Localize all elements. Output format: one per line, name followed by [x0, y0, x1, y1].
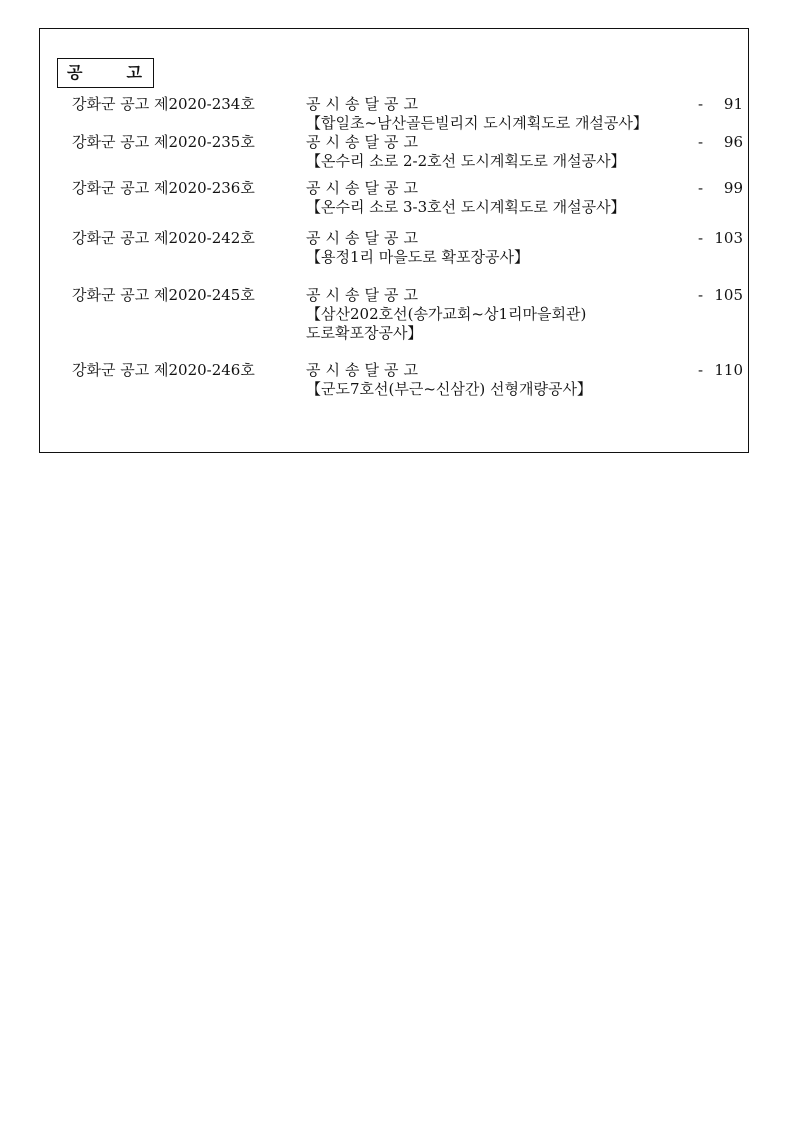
notice-number: 강화군 공고 제2020-245호 [72, 286, 255, 304]
page-number: 110 [714, 361, 743, 379]
section-badge: 공고 [57, 58, 154, 88]
notice-subject-continued: 도로확포장공사】 [306, 324, 423, 342]
notice-title: 공시송달공고 [306, 179, 423, 197]
notice-subject: 【온수리 소로 2-2호선 도시계획도로 개설공사】 [306, 152, 626, 170]
notice-number: 강화군 공고 제2020-234호 [72, 95, 255, 113]
notice-title: 공시송달공고 [306, 229, 423, 247]
page-number: 103 [714, 229, 743, 247]
notice-subject: 【온수리 소로 3-3호선 도시계획도로 개설공사】 [306, 198, 626, 216]
page-number: 105 [714, 286, 743, 304]
notice-subject: 【삼산202호선(송가교회~상1리마을회관) [306, 305, 587, 323]
page-dash: - [698, 179, 704, 197]
page-dash: - [698, 229, 704, 247]
page-dash: - [698, 133, 704, 151]
notice-subject: 【용정1리 마을도로 확포장공사】 [306, 248, 529, 266]
notice-title: 공시송달공고 [306, 133, 423, 151]
page-number: 91 [723, 95, 743, 113]
notice-subject: 【군도7호선(부근~신삼간) 선형개량공사】 [306, 380, 592, 398]
notice-number: 강화군 공고 제2020-235호 [72, 133, 255, 151]
notice-title: 공시송달공고 [306, 286, 423, 304]
notice-number: 강화군 공고 제2020-242호 [72, 229, 255, 247]
page-dash: - [698, 361, 704, 379]
notice-title: 공시송달공고 [306, 361, 423, 379]
page-number: 99 [723, 179, 743, 197]
notice-subject: 【합일초~남산골든빌리지 도시계획도로 개설공사】 [306, 114, 648, 132]
page-number: 96 [723, 133, 743, 151]
notice-number: 강화군 공고 제2020-246호 [72, 361, 255, 379]
page-dash: - [698, 95, 704, 113]
notice-number: 강화군 공고 제2020-236호 [72, 179, 255, 197]
notice-title: 공시송달공고 [306, 95, 423, 113]
page-dash: - [698, 286, 704, 304]
